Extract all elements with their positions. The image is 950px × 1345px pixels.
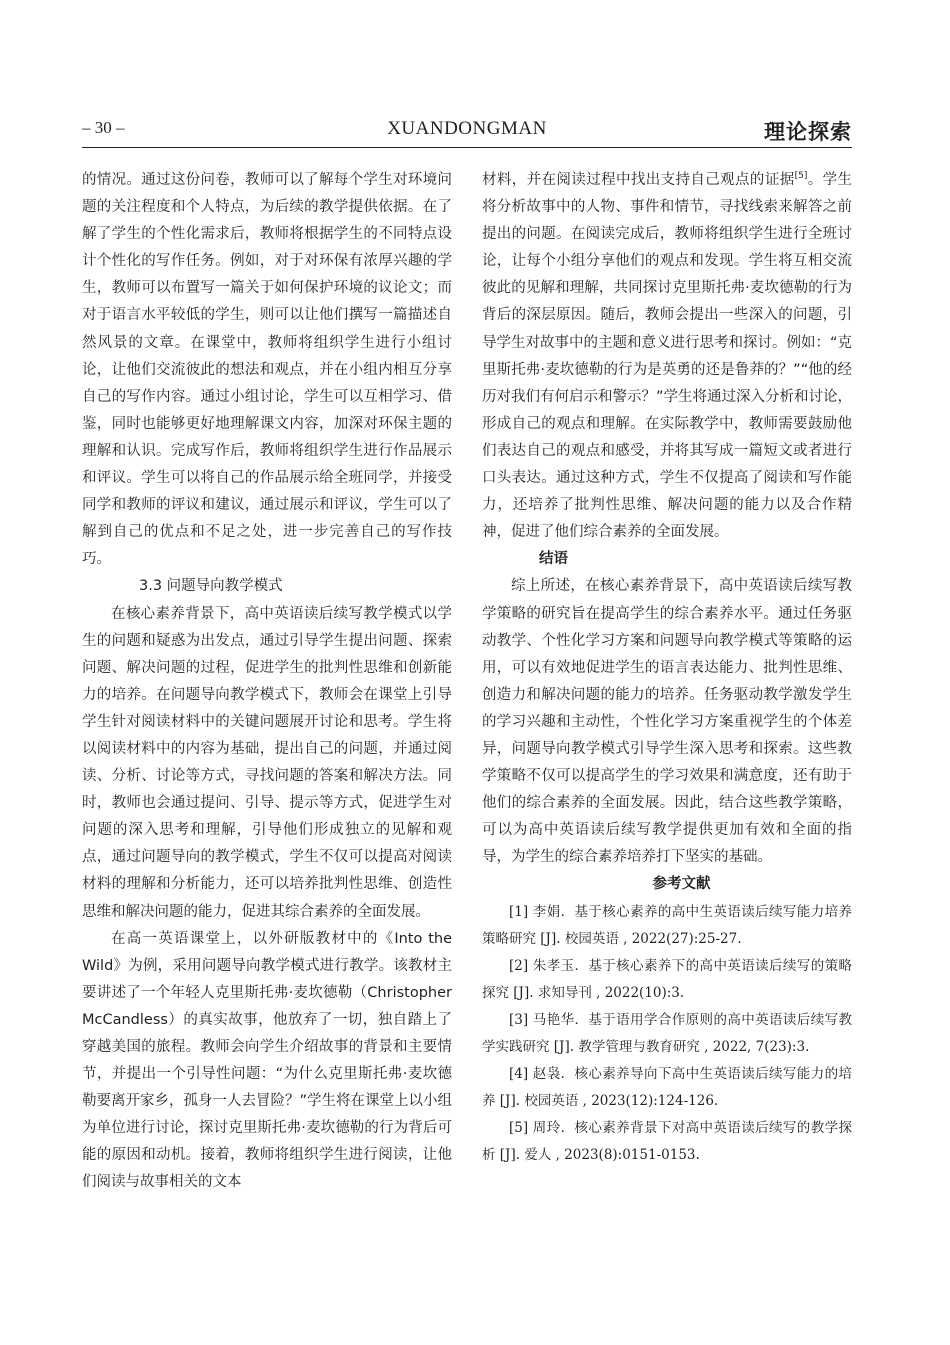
reference-item: [1] 李娟．基于核心素养的高中生英语读后续写能力培养策略研究 [J]. 校园英语 , 2022(27):25-27. [482,903,852,947]
body-paragraph: 在高一英语课堂上，以外研版教材中的《Into the Wild》为例，采用问题导向教学模式进行教学。该教材主要讲述了一个年轻人克里斯托弗·麦坎德勒（Christopher McCandless）的真实故事，他放弃了一切，独自踏上了穿越美国的旅程。教师会向学生介绍故事的背景和主要情节，并提出一个引导性问题：“为什么克里斯托弗·麦坎德勒要离开家乡，孤身一人去冒险？”学生将在课堂上以小组为单位进行讨论，探讨克里斯托弗·麦坎德勒的行为背后可能的原因和动机。接着，教师将组织学生进行阅读，让他们阅读与故事相关的文本 [82,930,453,1191]
journal-name: XUANDONGMAN [387,118,547,139]
paragraph-text: 。学生将分析故事中的人物、事件和情节，寻找线索来解答之前提出的问题。在阅读完成后，教师将组织学生进行全班讨论，让每个小组分享他们的观点和发现。学生将互相交流彼此的见解和理解，共同探讨克里斯托弗·麦坎德勒的行为背后的深层原因。随后，教师会提出一些深入的问题，引导学生对故事中的主题和意义进行思考和探讨。例如：“克里斯托弗·麦坎德勒的行为是英勇的还是鲁莽的？”“他的经历对我们有何启示和警示？”学生将通过深入分析和讨论，形成自己的观点和理解。在实际教学中，教师需要鼓励他们表达自己的观点和感受，并将其写成一篇短文或者进行口头表达。通过这种方式，学生不仅提高了阅读和写作能力，还培养了批判性思维、解决问题的能力以及合作精神，促进了他们综合素养的全面发展。 [482,172,853,541]
right-column [482,167,852,1169]
body-paragraph: 在核心素养背景下，高中英语读后续写教学模式以学生的问题和疑惑为出发点，通过引导学生提出问题、探索问题、解决问题的过程，促进学生的批判性思维和创新能力的培养。在问题导向教学模式下，教师会在课堂上引导学生针对阅读材料中的关键问题展开讨论和思考。学生将以阅读材料中的内容为基础，提出自己的问题，并通过阅读、分析、讨论等方式，寻找问题的答案和解决方法。同时，教师也会通过提问、引导、提示等方式，促进学生对问题的深入思考和理解，引导他们形成独立的见解和观点，通过问题导向的教学模式，学生不仅可以提高对阅读材料的理解和分析能力，还可以培养批判性思维、创造性思维和解决问题的能力，促进其综合素养的全面发展。 [82,605,452,920]
page-number: – 30 – [82,118,125,137]
reference-item: [5] 周玲．核心素养背景下对高中英语读后续写的教学探析 [J]. 爱人 , 2023(8):0151-0153. [482,1120,852,1164]
conclusion-heading: 结语 [539,551,568,568]
body-paragraph: 的情况。通过这份问卷，教师可以了解每个学生对环境问题的关注程度和个人特点，为后续的教学提供依据。在了解了学生的个性化需求后，教师将根据学生的不同特点设计个性化的写作任务。例如，对于对环保有浓厚兴趣的学生，教师可以布置写一篇关于如何保护环境的议论文；而对于语言水平较低的学生，则可以让他们撰写一篇描述自然风景的文章。在课堂中，教师将组织学生进行小组讨论，让他们交流彼此的想法和观点，并在小组内相互分享自己的写作内容。通过小组讨论，学生可以互相学习、借鉴，同时也能够更好地理解课文内容，加深对环保主题的理解和认识。完成写作后，教师将组织学生进行作品展示和评议。学生可以将自己的作品展示给全班同学，并接受同学和教师的评议和建议，通过展示和评议，学生可以了解到自己的优点和不足之处，进一步完善自己的写作技巧。 [82,172,452,568]
conclusion-paragraph: 综上所述，在核心素养背景下，高中英语读后续写教学策略的研究旨在提高学生的综合素养水平。通过任务驱动教学、个性化学习方案和问题导向教学模式等策略的运用，可以有效地促进学生的语言表达能力、批判性思维、创造力和解决问题的能力的培养。任务驱动教学激发学生的学习兴趣和主动性，个性化学习方案重视学生的个体差异，问题导向教学模式引导学生深入思考和探索。这些教学策略不仅可以提高学生的学习效果和满意度，还有助于他们的综合素养的全面发展。因此，结合这些教学策略，可以为高中英语读后续写教学提供更加有效和全面的指导，为学生的综合素养培养打下坚实的基础。 [482,578,852,866]
body-paragraph [482,167,852,546]
left-column [82,167,452,1197]
references-title: 参考文献 [652,876,711,893]
page-header [82,118,852,148]
header-rule [82,147,852,148]
reference-item: [4] 赵袅．核心素养导向下高中生英语读后续写能力的培养 [J]. 校园英语 , 2023(12):124-126. [482,1066,852,1110]
subsection-heading: 3.3 问题导向教学模式 [139,578,283,595]
reference-item: [2] 朱孝玉．基于核心素养下的高中英语读后续写的策略探究 [J]. 求知导刊 , 2022(10):3. [482,957,852,1001]
citation-marker: [5] [794,171,808,182]
paragraph-text: 材料，并在阅读过程中找出支持自己观点的证据 [482,172,795,188]
section-title: 理论探索 [764,120,852,144]
reference-item: [3] 马艳华．基于语用学合作原则的高中英语读后续写教学实践研究 [J]. 教学管理与教育研究 , 2022, 7(23):3. [482,1011,852,1055]
